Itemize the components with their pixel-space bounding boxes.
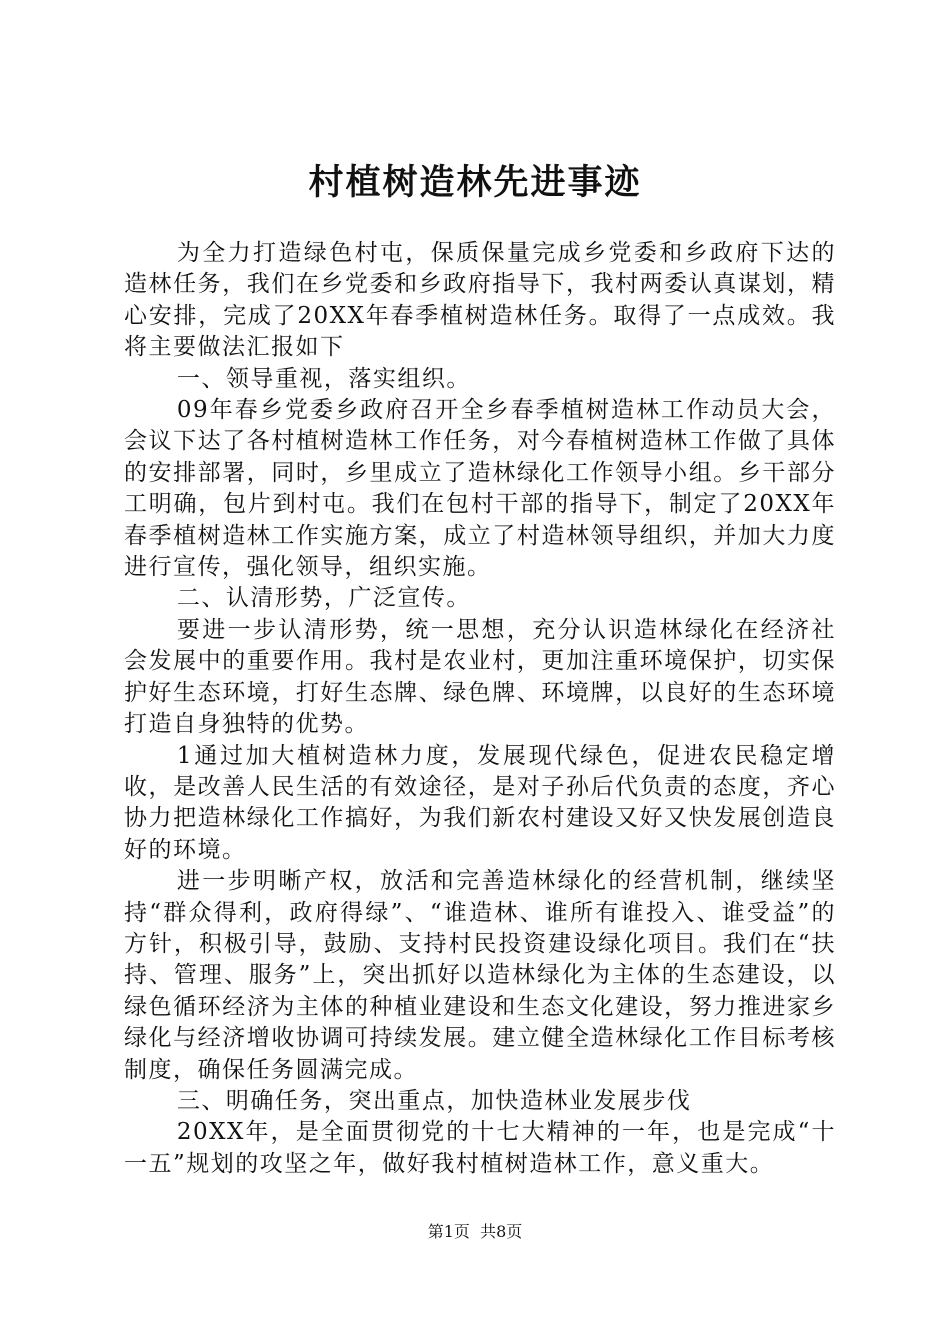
section-heading-3: 三、明确任务，突出重点，加快造林业发展步伐 <box>176 1087 692 1114</box>
page-total: 共8页 <box>480 1222 523 1241</box>
document-body <box>124 238 836 1180</box>
document-title: 村植树造林先进事迹 <box>308 162 642 203</box>
section-heading-1: 一、领导重视，落实组织。 <box>176 365 471 392</box>
paragraph-intro: 为全力打造绿色村屯，保质保量完成乡党委和乡政府下达的造林任务，我们在乡党委和乡政府指导下，我村两委认真谋划，精心安排，完成了20XX年春季植树造林任务。取得了一点成效。我将主要做法汇报如下 <box>124 240 836 361</box>
paragraph-section-2a: 要进一步认清形势，统一思想，充分认识造林绿化在经济社会发展中的重要作用。我村是农业村，更加注重环境保护，切实保护好生态环境，打好生态牌、绿色牌、环境牌，以良好的生态环境打造自身独特的优势。 <box>124 616 836 738</box>
paragraph-section-2b: 1通过加大植树造林力度，发展现代绿色，促进农民稳定增收，是改善人民生活的有效途径，是对子孙后代负责的态度，齐心协力把造林绿化工作搞好，为我们新农村建设又好又快发展创造良好的环境。 <box>124 742 836 863</box>
section-heading-2: 二、认清形势，广泛宣传。 <box>176 585 471 612</box>
paragraph-section-1: 09年春乡党委乡政府召开全乡春季植树造林工作动员大会，会议下达了各村植树造林工作任务，对今春植树造林工作做了具体的安排部署，同时，乡里成立了造林绿化工作领导小组。乡干部分工明确，包片到村屯。我们在包村干部的指导下，制定了20XX年春季植树造林工作实施方案，成立了村造林领导组织，并加大力度进行宣传，强化领导，组织实施。 <box>124 397 836 581</box>
paragraph-section-2c: 进一步明晰产权，放活和完善造林绿化的经营机制，继续坚持“群众得利，政府得绿”、“谁造林、谁所有谁投入、谁受益”的方针，积极引导，鼓励、支持村民投资建设绿化项目。我们在“扶持、管理、服务”上，突出抓好以造林绿化为主体的生态建设，以绿色循环经济为主体的种植业建设和生态文化建设，努力推进家乡绿化与经济增收协调可持续发展。建立健全造林绿化工作目标考核制度，确保任务圆满完成。 <box>124 868 836 1083</box>
paragraph-section-3: 20XX年，是全面贯彻党的十七大精神的一年，也是完成“十一五”规划的攻坚之年，做好我村植树造林工作，意义重大。 <box>124 1119 836 1177</box>
page-number: 第1页 <box>427 1222 470 1241</box>
page-footer <box>0 1221 950 1243</box>
